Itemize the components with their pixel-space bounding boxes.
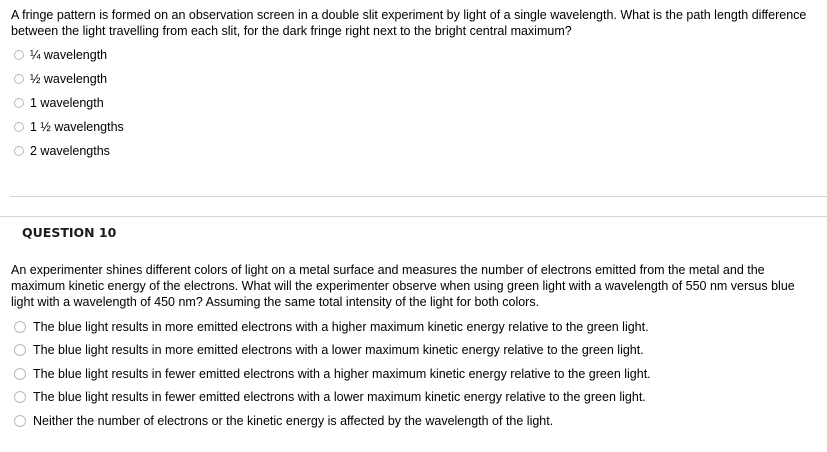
option-label[interactable]: ¼ wavelength <box>30 48 108 62</box>
radio-button[interactable] <box>14 50 24 60</box>
radio-button[interactable] <box>14 391 26 403</box>
option-label[interactable]: The blue light results in fewer emitted electrons with a higher maximum kinetic energy relative to the green light. <box>33 366 651 381</box>
question-9 <box>11 7 811 163</box>
question-10-option-4[interactable] <box>11 386 816 410</box>
option-label[interactable]: ½ wavelength <box>30 72 108 86</box>
question-9-options <box>11 43 811 163</box>
option-label[interactable]: The blue light results in more emitted electrons with a lower maximum kinetic energy relative to the green light. <box>33 343 644 358</box>
question-9-option-4[interactable] <box>11 115 811 139</box>
question-10 <box>11 262 816 433</box>
question-10-header: QUESTION 10 <box>22 225 117 240</box>
option-label[interactable]: The blue light results in more emitted electrons with a higher maximum kinetic energy relative to the green light. <box>33 319 649 334</box>
radio-button[interactable] <box>14 146 24 156</box>
question-9-option-3[interactable] <box>11 91 811 115</box>
question-10-option-3[interactable] <box>11 362 816 386</box>
option-label[interactable]: 2 wavelengths <box>30 144 110 158</box>
question-10-option-5[interactable] <box>11 409 816 433</box>
option-label[interactable]: Neither the number of electrons or the kinetic energy is affected by the wavelength of the light. <box>33 413 554 428</box>
question-9-text: A fringe pattern is formed on an observation screen in a double slit experiment by light of a single wavelength. What is the path length difference between the light travelling from each slit, for the dark fringe right next to the bright central maximum? <box>11 8 807 38</box>
question-9-option-2[interactable] <box>11 67 811 91</box>
radio-button[interactable] <box>14 122 24 132</box>
radio-button[interactable] <box>14 321 26 333</box>
option-label[interactable]: 1 wavelength <box>30 96 104 110</box>
question-10-option-2[interactable] <box>11 339 816 363</box>
question-divider <box>0 216 827 217</box>
question-10-text: An experimenter shines different colors of light on a metal surface and measures the number of electrons emitted from the metal and the maximum kinetic energy of the electrons. What will the experimenter observe when using green light with a wavelength of 550 nm versus blue light with a wavelength of 450 nm? Assuming the same total intensity of the light for both colors. <box>11 263 795 309</box>
radio-button[interactable] <box>14 98 24 108</box>
question-10-option-1[interactable] <box>11 315 816 339</box>
radio-button[interactable] <box>14 368 26 380</box>
question-9-option-5[interactable] <box>11 139 811 163</box>
section-divider <box>10 196 827 197</box>
radio-button[interactable] <box>14 415 26 427</box>
question-9-option-1[interactable] <box>11 43 811 67</box>
radio-button[interactable] <box>14 74 24 84</box>
option-label[interactable]: 1 ½ wavelengths <box>30 120 124 134</box>
question-10-options <box>11 315 816 433</box>
option-label[interactable]: The blue light results in fewer emitted electrons with a lower maximum kinetic energy relative to the green light. <box>33 390 646 405</box>
radio-button[interactable] <box>14 344 26 356</box>
